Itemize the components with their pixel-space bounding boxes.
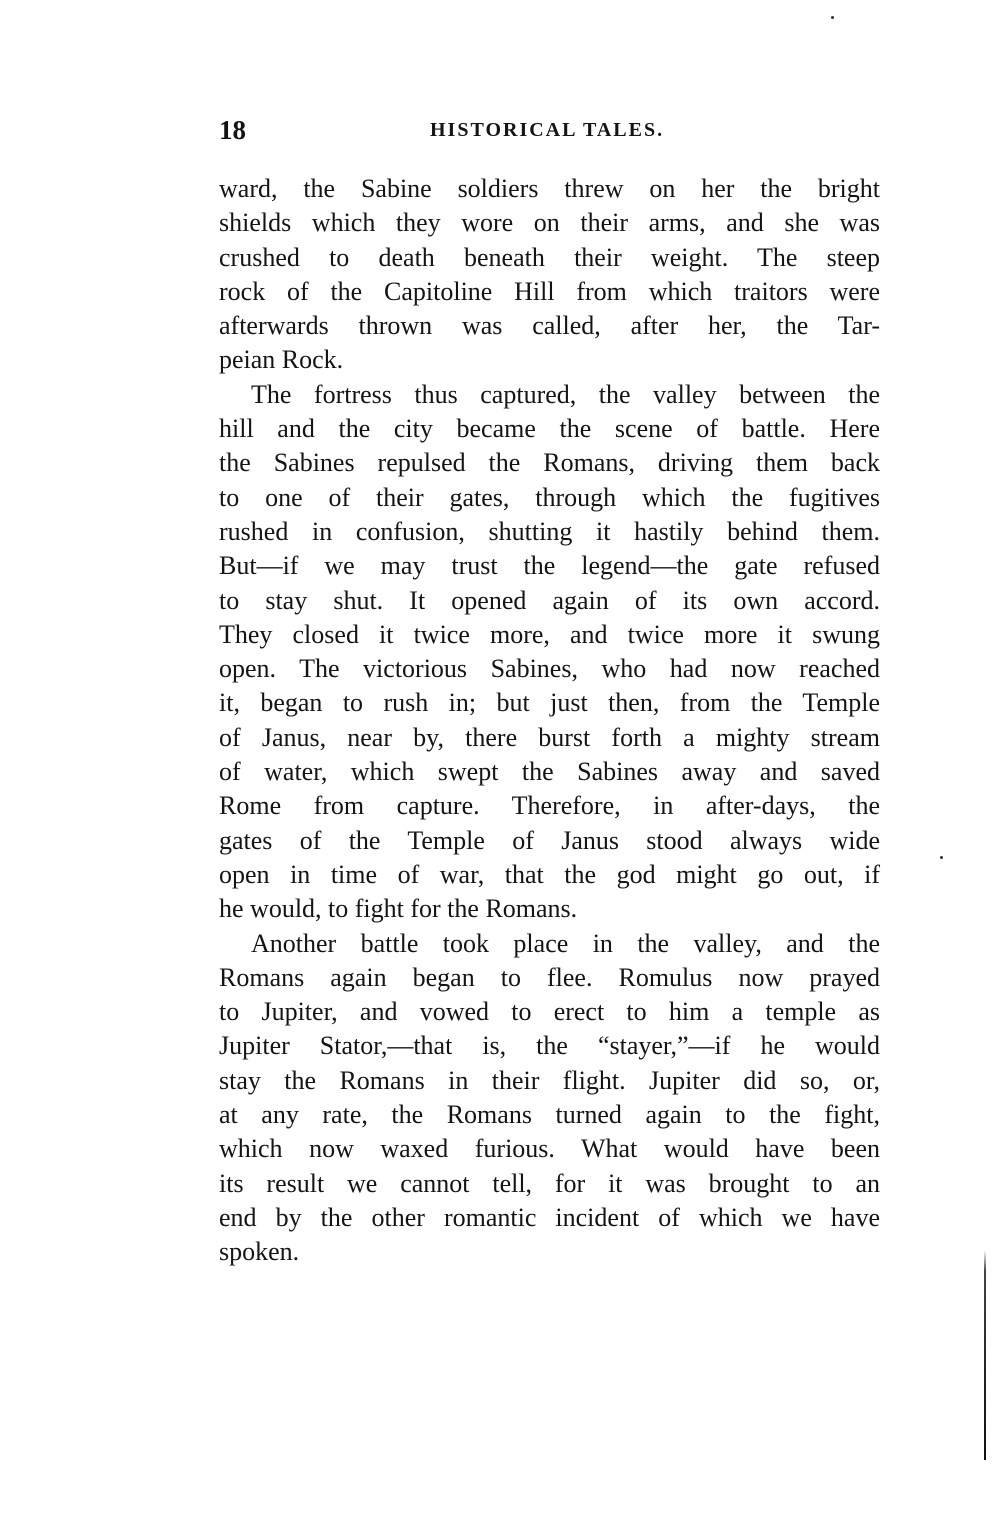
text-line: stay the Romans in their flight. Jupiter did so, or, bbox=[219, 1065, 880, 1095]
text-line: afterwards thrown was called, after her, the Tar- bbox=[219, 311, 880, 341]
text-line: open in time of war, that the god might go out, if bbox=[219, 859, 880, 889]
text-line: Jupiter Stator,—that is, the “stayer,”—if he would bbox=[219, 1031, 880, 1061]
text-line: rushed in confusion, shutting it hastily behind them. bbox=[219, 516, 880, 546]
text-line: shields which they wore on their arms, and she was bbox=[219, 208, 880, 238]
text-line: gates of the Temple of Janus stood always wide bbox=[219, 825, 880, 855]
text-line: its result we cannot tell, for it was brought to an bbox=[219, 1168, 880, 1198]
text-line: rock of the Capitoline Hill from which traitors were bbox=[219, 276, 880, 306]
text-line: spoken. bbox=[219, 1237, 300, 1267]
text-line: Another battle took place in the valley, and the bbox=[251, 928, 880, 958]
text-line: which now waxed furious. What would have been bbox=[219, 1134, 880, 1164]
text-line: crushed to death beneath their weight. The steep bbox=[219, 242, 880, 272]
text-line: it, began to rush in; but just then, from the Temple bbox=[219, 688, 880, 718]
body-text bbox=[219, 172, 880, 1270]
text-line: the Sabines repulsed the Romans, driving them back bbox=[219, 448, 880, 478]
text-line: They closed it twice more, and twice more it swung bbox=[219, 619, 880, 649]
text-line: The fortress thus captured, the valley between the bbox=[251, 379, 880, 409]
page-header bbox=[219, 112, 880, 148]
scan-speck bbox=[940, 856, 943, 859]
page-number: 18 bbox=[219, 115, 246, 145]
text-line: to one of their gates, through which the fugitives bbox=[219, 482, 880, 512]
text-line: open. The victorious Sabines, who had now reached bbox=[219, 654, 880, 684]
running-head: HISTORICAL TALES. bbox=[430, 119, 665, 141]
text-line: Romans again began to flee. Romulus now prayed bbox=[219, 962, 880, 992]
text-line: to Jupiter, and vowed to erect to him a temple as bbox=[219, 997, 880, 1027]
text-line: end by the other romantic incident of which we have bbox=[219, 1202, 880, 1232]
text-line: of Janus, near by, there burst forth a mighty stream bbox=[219, 722, 880, 752]
page-edge-shadow bbox=[984, 1250, 986, 1460]
text-line: of water, which swept the Sabines away and saved bbox=[219, 757, 880, 787]
text-line: peian Rock. bbox=[219, 345, 344, 375]
scan-speck bbox=[831, 16, 834, 19]
text-line: hill and the city became the scene of battle. Here bbox=[219, 414, 880, 444]
text-line: ward, the Sabine soldiers threw on her the bright bbox=[219, 174, 880, 203]
text-line: Rome from capture. Therefore, in after-days, the bbox=[219, 791, 880, 821]
text-line: But—if we may trust the legend—the gate refused bbox=[219, 551, 880, 581]
text-line: to stay shut. It opened again of its own accord. bbox=[219, 585, 880, 615]
text-line: at any rate, the Romans turned again to the fight, bbox=[219, 1100, 880, 1130]
text-line: he would, to fight for the Romans. bbox=[219, 894, 578, 924]
